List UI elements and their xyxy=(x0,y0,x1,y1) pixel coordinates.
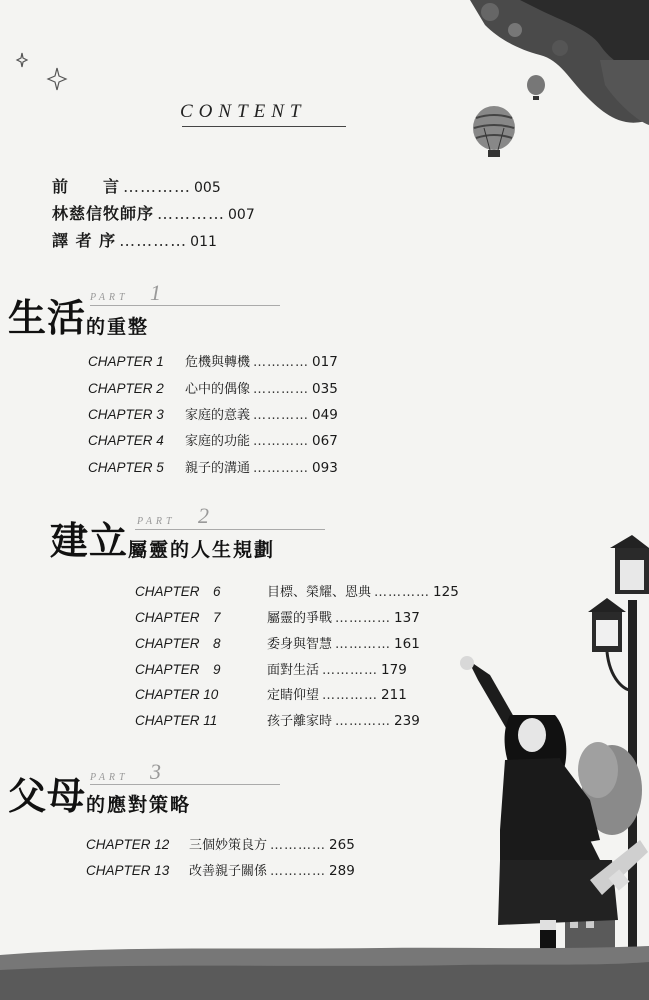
part-tag: PART xyxy=(90,772,129,783)
chapter-label: CHAPTER 2 xyxy=(88,381,164,396)
chapter-title: 心中的偶像 xyxy=(185,382,251,397)
chapter-entry[interactable] xyxy=(86,834,355,853)
leader-dots: ………… xyxy=(322,688,379,703)
chapter-title: 目標、榮耀、恩典 xyxy=(267,585,372,600)
chapter-label: CHAPTER 1 xyxy=(88,354,164,369)
chapter-title: 親子的溝通 xyxy=(185,461,251,476)
page-number: 239 xyxy=(394,713,420,729)
part-rule xyxy=(135,529,325,530)
chapter-label: CHAPTER 3 xyxy=(88,407,164,422)
part-number: 2 xyxy=(198,503,209,528)
chapter-entry[interactable] xyxy=(135,606,420,626)
preface-entry[interactable] xyxy=(52,174,221,197)
leader-dots: ………… xyxy=(322,663,379,678)
chapter-label: CHAPTER 6 xyxy=(135,584,221,599)
chapter-entry[interactable] xyxy=(135,632,420,652)
chapter-title: 三個妙策良方 xyxy=(189,838,268,853)
page-number: 005 xyxy=(194,180,221,196)
part-rule xyxy=(90,305,280,306)
chapter-entry[interactable] xyxy=(135,684,407,703)
page-number: 125 xyxy=(433,584,459,600)
chapter-entry[interactable] xyxy=(86,860,355,879)
part-title-main: 生活 xyxy=(8,295,87,340)
page-number: 137 xyxy=(394,610,420,626)
chapter-label: CHAPTER 10 xyxy=(135,687,219,702)
chapter-title: 孩子離家時 xyxy=(267,714,333,729)
leader-dots: ………… xyxy=(374,585,431,600)
page-number: 161 xyxy=(394,636,420,652)
part-title-main: 建立 xyxy=(50,518,129,563)
chapter-label: CHAPTER 7 xyxy=(135,610,221,625)
part-number: 3 xyxy=(150,759,161,784)
part-title-main: 父母 xyxy=(8,773,87,818)
leader-dots: ………… xyxy=(157,204,226,223)
page-number: 011 xyxy=(190,234,217,250)
entry-label: 林慈信牧師序 xyxy=(52,204,155,223)
chapter-label: CHAPTER 12 xyxy=(86,837,170,852)
chapter-label: CHAPTER 9 xyxy=(135,662,221,677)
leader-dots: ………… xyxy=(253,434,310,449)
entry-label: 譯 者 序 xyxy=(52,231,117,250)
part-rule xyxy=(90,784,280,785)
leader-dots: ………… xyxy=(335,611,392,626)
title-underline xyxy=(182,126,346,127)
chapter-entry[interactable] xyxy=(135,658,407,678)
part-number: 1 xyxy=(150,280,161,305)
leader-dots: ………… xyxy=(253,461,310,476)
page-number: 289 xyxy=(329,863,355,879)
chapter-label: CHAPTER 11 xyxy=(135,713,218,728)
leader-dots: ………… xyxy=(253,408,310,423)
page-number: 017 xyxy=(312,354,338,370)
leader-dots: ………… xyxy=(253,355,310,370)
chapter-entry[interactable] xyxy=(88,430,338,449)
leader-dots: ………… xyxy=(335,714,392,729)
part-title-sub: 的應對策略 xyxy=(86,794,192,816)
chapter-label: CHAPTER 8 xyxy=(135,636,221,651)
page-title: CONTENT xyxy=(180,101,307,122)
chapter-label: CHAPTER 13 xyxy=(86,863,170,878)
chapter-title: 危機與轉機 xyxy=(185,355,251,370)
leader-dots: ………… xyxy=(270,864,327,879)
leader-dots: ………… xyxy=(253,382,310,397)
leader-dots: ………… xyxy=(335,637,392,652)
part-tag: PART xyxy=(90,292,129,303)
part-title-sub: 的重整 xyxy=(86,316,150,338)
chapter-entry[interactable] xyxy=(88,404,338,423)
page-number: 067 xyxy=(312,433,338,449)
leader-dots: ………… xyxy=(119,231,188,250)
chapter-entry[interactable] xyxy=(135,710,420,729)
part-tag: PART xyxy=(137,516,176,527)
leader-dots: ………… xyxy=(270,838,327,853)
page-number: 179 xyxy=(381,662,407,678)
page-number: 265 xyxy=(329,837,355,853)
preface-entry[interactable] xyxy=(52,228,217,251)
chapter-title: 屬靈的爭戰 xyxy=(267,611,333,626)
chapter-entry[interactable] xyxy=(88,457,338,476)
chapter-title: 改善親子關係 xyxy=(189,864,268,879)
page-number: 211 xyxy=(381,687,407,703)
chapter-label: CHAPTER 4 xyxy=(88,433,164,448)
chapter-entry[interactable] xyxy=(88,351,338,370)
chapter-title: 家庭的功能 xyxy=(185,434,251,449)
chapter-entry[interactable] xyxy=(135,580,459,600)
entry-label: 前 言 xyxy=(52,177,121,196)
sparkle-icon xyxy=(17,53,66,90)
chapter-label: CHAPTER 5 xyxy=(88,460,164,475)
chapter-entry[interactable] xyxy=(88,378,338,397)
hot-air-balloon-icon xyxy=(473,75,545,157)
page-number: 035 xyxy=(312,381,338,397)
page-number: 049 xyxy=(312,407,338,423)
page-number: 093 xyxy=(312,460,338,476)
chapter-title: 面對生活 xyxy=(267,663,320,678)
part-title-sub: 屬靈的人生規劃 xyxy=(128,539,276,561)
page-number: 007 xyxy=(228,207,255,223)
preface-entry[interactable] xyxy=(52,201,255,224)
chapter-title: 委身與智慧 xyxy=(267,637,333,652)
leader-dots: ………… xyxy=(123,177,192,196)
chapter-title: 家庭的意義 xyxy=(185,408,251,423)
chapter-title: 定睛仰望 xyxy=(267,688,320,703)
